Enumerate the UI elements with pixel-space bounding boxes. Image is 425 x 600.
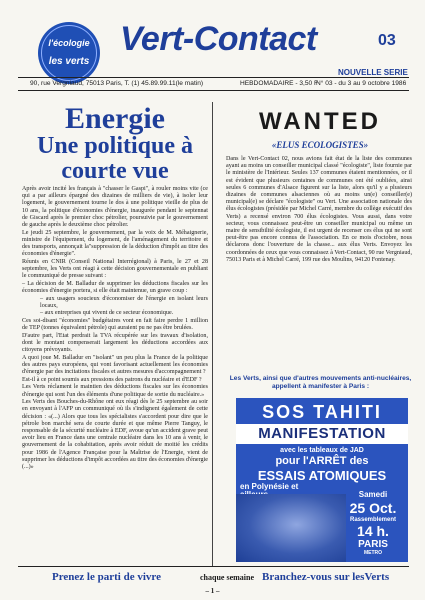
masthead-title: Vert-Contact	[120, 20, 317, 58]
les-verts-logo	[38, 22, 100, 84]
article-paragraph: Dans le Vert-Contact 02, nous avions fait état de la liste des communes ayant au moins un conseiller municipal classé "écologiste", liste fournie par le ministère de l'Intérieur. Seules 137 communes étaient mentionnées, or il est évident que plusieurs centaines de communes ont été oubliées, ainsi seules 6 communes d'Alsace figurent sur la liste, alors qu'il y a plusieurs dizaines de communes alsaciennes où au moins un(e) conseiller(e) municipal(e) se déclare "écologiste" ou Vert. Une association nationale des élus écologistes (présidée par Michel Carré, membre du collège exécutif des Verts) a recensé environ 700 élus écologistes. Vous aussi, dans votre secteur, vous connaissez peut-être un conseiller municipal ou même un maire de sensibilité écologiste, il est urgent de recenser ces élus qui ne sont peut-être pas encore connus de l'association. En ce mois d'octobre, nous déclarons donc l'ouverture de la chasse... aux élus Verts. Envoyez les coordonnées de ceux que vous connaissez à Vert-Contact, 90 rue Vergniaud, 75013 Paris et à Michel Carré, 199 rue des Moulins, 94120 Fontenay.	[226, 156, 412, 263]
article-paragraph: A quoi joue M. Balladur en "isolant" un peu plus la France de la politique des autres pays européens, qui vont favorisant actuellement les économies d'énergie par des incitations fiscales et autres mesures d'accompagnement ?	[22, 354, 208, 376]
headline-line-3: courte vue	[61, 158, 169, 184]
poster-portrait-illustration	[236, 494, 346, 562]
wanted-subheadline: «ELUS ECOLOGISTES»	[271, 140, 369, 150]
footer-middle: chaque semaine	[200, 573, 254, 582]
article-paragraph: D'autre part, l'Etat perdrait la TVA récupérée sur les travaux d'isolation, dont le montant compenserait largement les déductions accordées aux citoyens prévoyants.	[22, 332, 208, 354]
logo-ring	[41, 25, 97, 81]
poster-manifestation: MANIFESTATION	[258, 425, 386, 442]
wanted-article-body	[226, 156, 412, 264]
poster-date: 25 Oct.	[349, 500, 397, 516]
article-paragraph: Réunis en CNIR (Conseil National Interrégional) à Paris, le 27 et 28 septembre, les Verts ont réagi à cette décision gouvernementale en publiant le communiqué de presse suivant :	[22, 258, 208, 280]
column-divider	[212, 102, 213, 567]
poster-rassemblement: Rassemblement	[349, 517, 397, 523]
logo-line-2: les verts	[48, 56, 90, 67]
page-number: – 1 –	[205, 587, 220, 595]
article-paragraph: – aux usagers soucieux d'économiser de l'énergie en isolant leurs locaux,	[40, 295, 208, 309]
poster-time: 14 h.	[357, 523, 389, 539]
poster-sos-title: SOS TAHITI	[262, 402, 382, 422]
masthead-rule-bottom	[18, 90, 409, 91]
sos-tahiti-poster	[236, 398, 408, 562]
article-paragraph: Après avoir incité les français à "chasser le Gaspi", à rouler moins vite (ce qui a par ailleurs épargné des dizaines de milliers de vie), à isoler leur logement, le gouvernement tourne le dos à une politique vieille de plus de 10 ans, la politique d'économies d'énergie, inaugurée pendant le septennat de Giscard après le premier choc pétrolier, poursuivie par le gouvernement de gauche après le deuxième choc pétrolier.	[22, 186, 208, 229]
series-label: NOUVELLE SERIE	[338, 68, 408, 77]
masthead-rule-top	[18, 77, 409, 78]
logo-line-1: l'écologie	[48, 38, 90, 48]
poster-essais: ESSAIS ATOMIQUES	[257, 468, 387, 483]
poster-day: Samedi	[358, 490, 388, 499]
address-line: 90, rue Vergniaud, 75013 Paris, T. (1) 45.89.99.11(le matin)	[30, 80, 204, 87]
article-paragraph: Les Verts réclament le maintien des déductions fiscales sur les économies d'énergie qui sont l'un des éléments d'une politique de sortie du nucléaire.»	[22, 384, 208, 398]
issue-dates: N° 03 - du 3 au 9 octobre 1986	[316, 80, 407, 87]
protest-call-out: Les Verts, ainsi que d'autres mouvements anti-nucléaires, appellent à manifester à Paris :	[229, 375, 412, 390]
footer-left-slogan: Prenez le parti de vivre	[52, 571, 161, 583]
article-paragraph: Ces soi-disant "économies" budgétaires vont en fait faire perdre 1 million de TEP (tonnes équivalent pétrole) qui auraient pu ne pas être brulées.	[22, 318, 208, 332]
article-paragraph: Les Verts des Bouches-du-Rhône ont eux réagi dès le 25 septembre au soir en envoyant à l'AFP un communiqué où ils s'indignent également de cette décision : «(...) Alors que tous les spécialistes s'accordent pour dire que le pétrole bon marché sera de courte durée et que même Pierre Tanguy, le responsable de la sécurité nucléaire à EDF, avoue qu'un accident grave peut avoir lieu en France dans une centrale nucléaire dans les 10 ans à venir, le gouvernement de la cohabitation, après avoir réduit de moitié les crédits pour 1986 de l'Agence Française pour la Maîtrise de l'Energie, vient de supprimer les déductions d'impôt accordées au titre des économies d'énergie (...)»	[22, 399, 208, 471]
issue-number: 03	[378, 32, 396, 49]
article-paragraph: Est-il à ce point soumis aux pressions des patrons du nucléaire et d'EDF ?	[22, 376, 202, 383]
wanted-headline: WANTED	[259, 108, 381, 135]
energie-article-body	[22, 186, 208, 472]
left-headline	[30, 104, 200, 184]
headline-line-2: Une politique à	[36, 133, 194, 159]
frequency-price: HEBDOMADAIRE - 3,50 F	[240, 80, 319, 87]
poster-with-paintings: avec les tableaux de JAD	[280, 447, 364, 454]
poster-metro: METRO	[363, 550, 383, 556]
headline-energie: Energie	[65, 102, 165, 135]
poster-location: en Polynésie et	[240, 482, 299, 491]
footer-rule	[18, 566, 409, 567]
footer-right-slogan: Branchez-vous sur lesVerts	[262, 571, 390, 583]
article-paragraph: Le jeudi 25 septembre, le gouvernement, par la voix de M. Méhaignerie, ministre de l'équipement, du logement, de l'aménagement du territoire et des transports, annonçait la"suppression de la déduction d'impôt au titre des économies d'énergie".	[22, 229, 208, 258]
article-paragraph: – aux entreprises qui vivent de ce secteur économique.	[40, 310, 174, 317]
article-paragraph: – La décision de M. Balladur de supprimer les déductions fiscales sur les économies d'énergie portera, si elle était maintenue, un grave coup :	[22, 280, 208, 295]
poster-for-stop: pour l'ARRÊT des	[275, 455, 369, 467]
poster-city: PARIS	[358, 539, 388, 550]
